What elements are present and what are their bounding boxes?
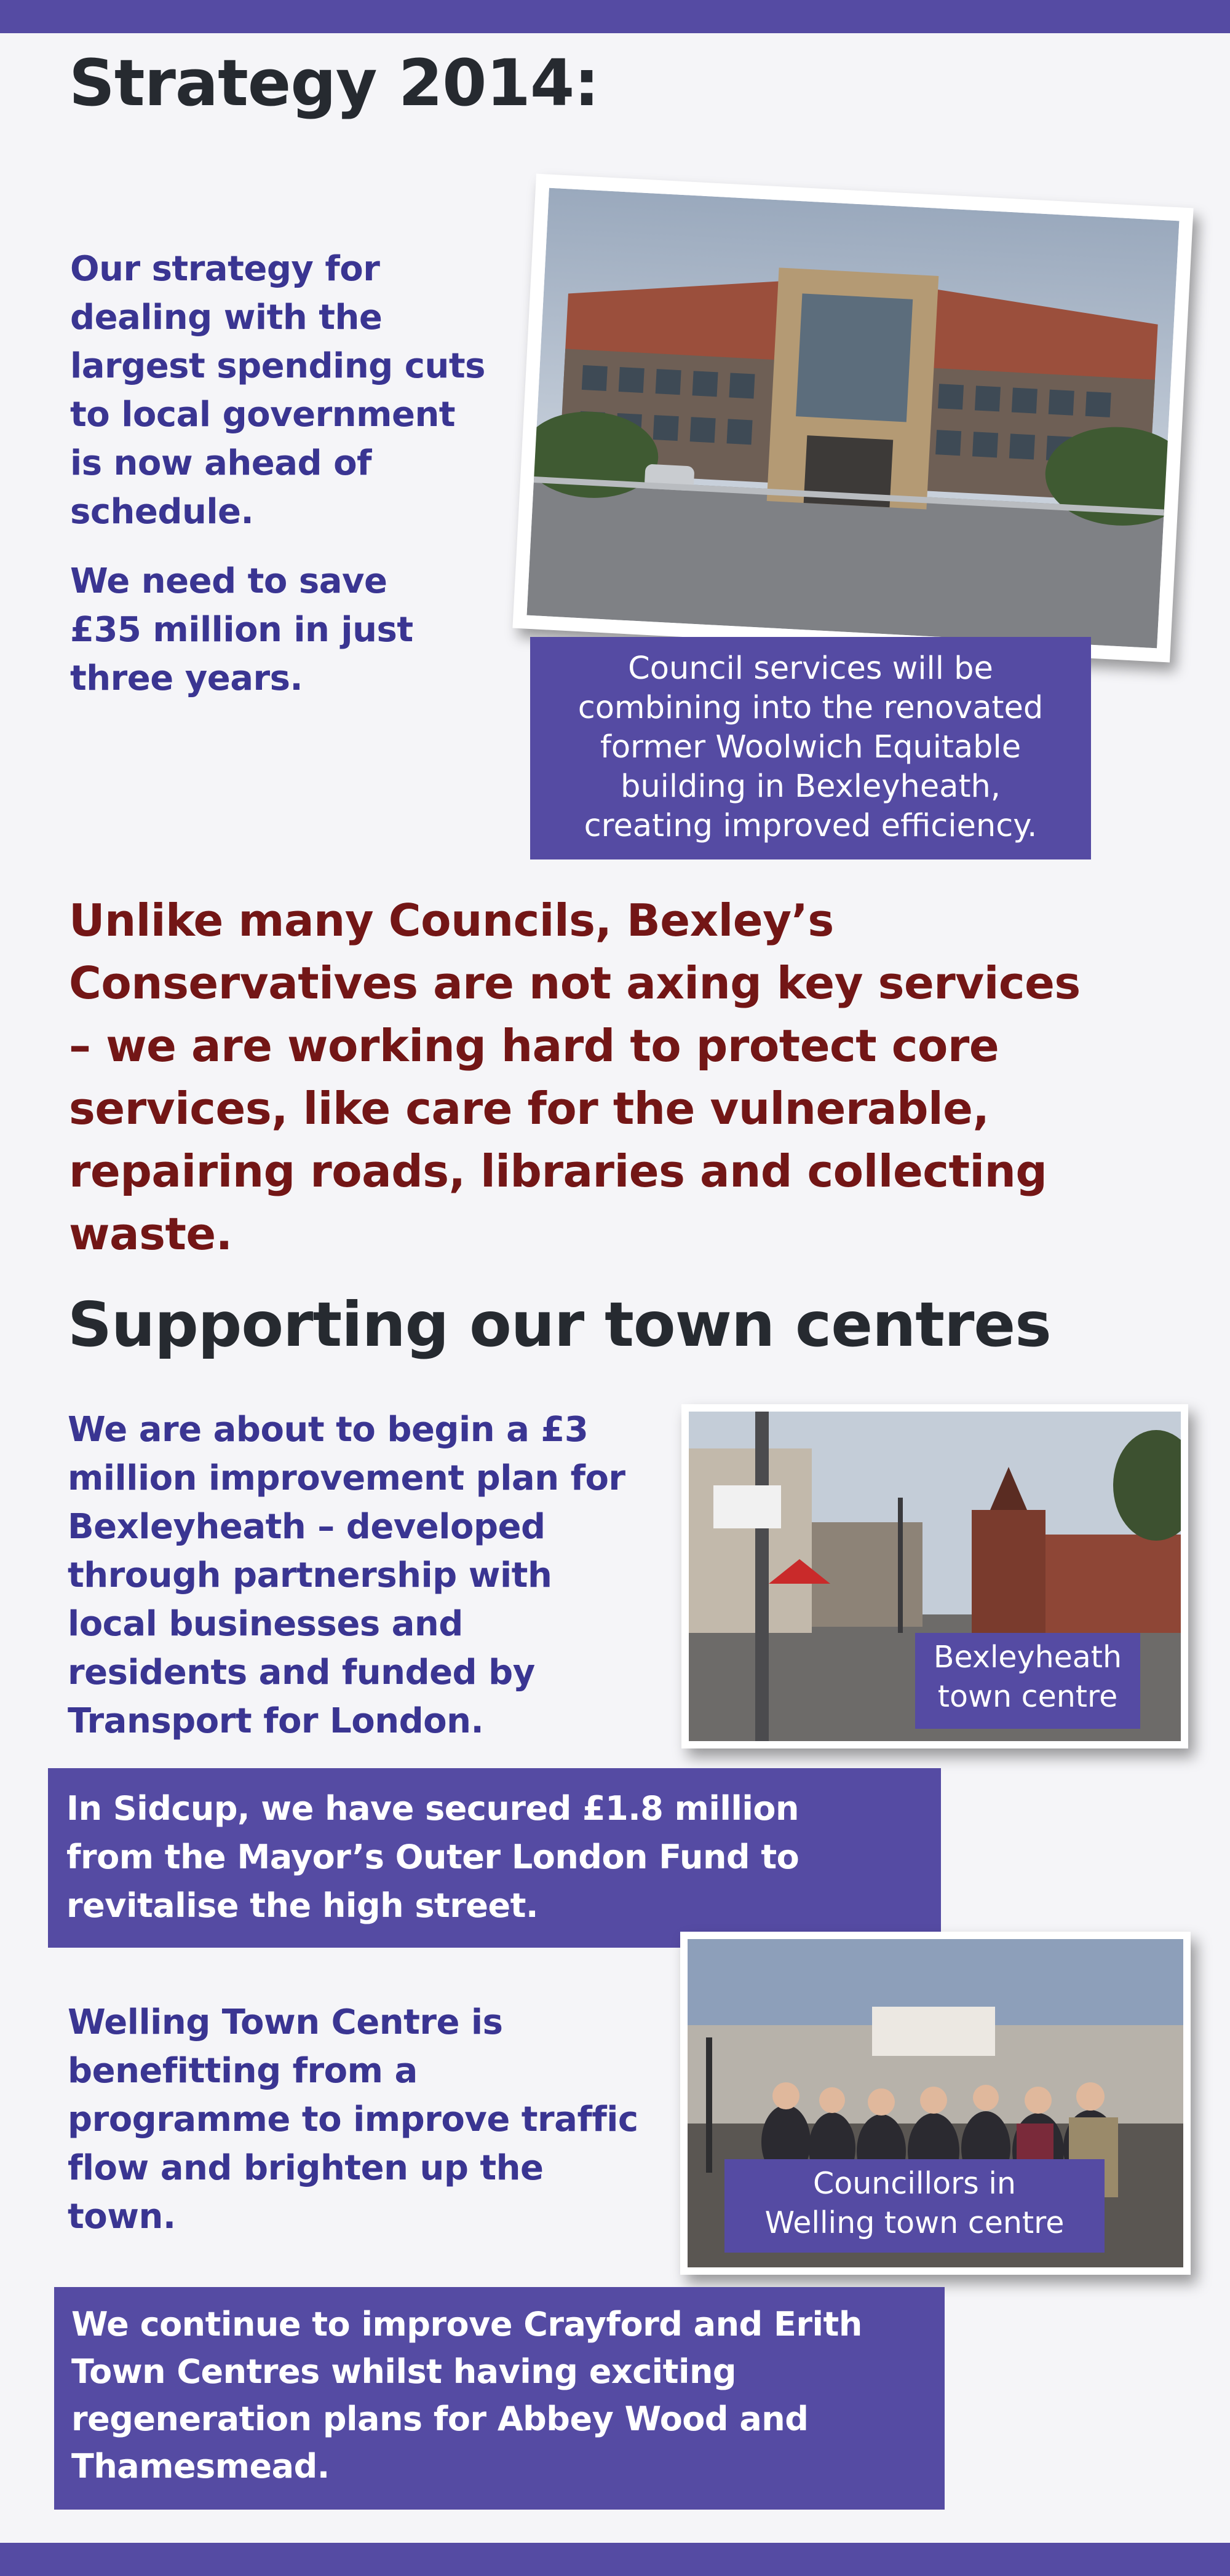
savings-text (70, 557, 413, 703)
caption-line: combining into the renovated (577, 690, 1044, 726)
text-line: Town Centres whilst having exciting (71, 2352, 737, 2391)
caption-line: town centre (937, 1679, 1118, 1714)
text-line: waste. (69, 1208, 232, 1260)
caption-line: creating improved efficiency. (584, 808, 1038, 844)
caption-line: building in Bexleyheath, (620, 768, 1001, 805)
welling-text (68, 1998, 638, 2241)
text-line: regeneration plans for Abbey Wood and (71, 2400, 809, 2438)
text-line: We need to save (70, 561, 387, 601)
text-line: to local government (70, 395, 456, 435)
text-line: Thamesmead. (71, 2447, 330, 2486)
text-line: million improvement plan for (68, 1458, 625, 1498)
text-line: We are about to begin a £3 (68, 1410, 589, 1450)
text-line: from the Mayor’s Outer London Fund to (66, 1838, 800, 1876)
text-line: benefitting from a (68, 2051, 418, 2091)
sidcup-box (48, 1768, 941, 1948)
text-line: flow and brighten up the (68, 2148, 544, 2188)
welling-photo-caption (724, 2159, 1105, 2253)
text-line: programme to improve traffic (68, 2100, 638, 2139)
text-line: is now ahead of (70, 443, 371, 483)
text-line: through partnership with (68, 1555, 552, 1595)
core-services-statement (69, 889, 1081, 1265)
strategy-intro-text (70, 245, 485, 536)
caption-line: Council services will be (628, 650, 993, 687)
text-line: dealing with the (70, 298, 383, 338)
text-line: Our strategy for (70, 249, 380, 289)
text-line: – we are working hard to protect core (69, 1020, 999, 1072)
bottom-border-bar (0, 2543, 1230, 2576)
text-line: town. (68, 2197, 176, 2237)
caption-line: Bexleyheath (933, 1640, 1122, 1675)
text-line: We continue to improve Crayford and Erith (71, 2305, 862, 2344)
caption-line: former Woolwich Equitable (600, 729, 1022, 765)
text-line: Unlike many Councils, Bexley’s (69, 895, 834, 946)
text-line: largest spending cuts (70, 346, 485, 386)
strategy-heading: Strategy 2014: (69, 45, 599, 121)
text-line: Welling Town Centre is (68, 2002, 503, 2042)
bexleyheath-photo-caption (915, 1633, 1140, 1729)
text-line: In Sidcup, we have secured £1.8 million (66, 1789, 799, 1828)
text-line: residents and funded by (68, 1653, 535, 1693)
text-line: revitalise the high street. (66, 1886, 538, 1925)
town-centres-heading: Supporting our town centres (68, 1289, 1051, 1361)
text-line: schedule. (70, 492, 254, 532)
bexleyheath-text (68, 1405, 625, 1745)
crayford-erith-box (54, 2287, 945, 2510)
council-building-photo (512, 174, 1193, 663)
text-line: local businesses and (68, 1604, 463, 1644)
text-line: £35 million in just (70, 610, 413, 650)
text-line: services, like care for the vulnerable, (69, 1083, 990, 1134)
council-photo-caption (530, 637, 1091, 859)
text-line: Bexleyheath – developed (68, 1507, 546, 1547)
council-building-image (526, 188, 1179, 649)
caption-line: Welling town centre (764, 2205, 1065, 2240)
caption-line: Councillors in (813, 2166, 1016, 2201)
text-line: three years. (70, 658, 303, 698)
top-border-bar (0, 0, 1230, 33)
text-line: Transport for London. (68, 1701, 484, 1741)
text-line: Conservatives are not axing key services (69, 957, 1081, 1009)
text-line: repairing roads, libraries and collecting (69, 1145, 1047, 1197)
